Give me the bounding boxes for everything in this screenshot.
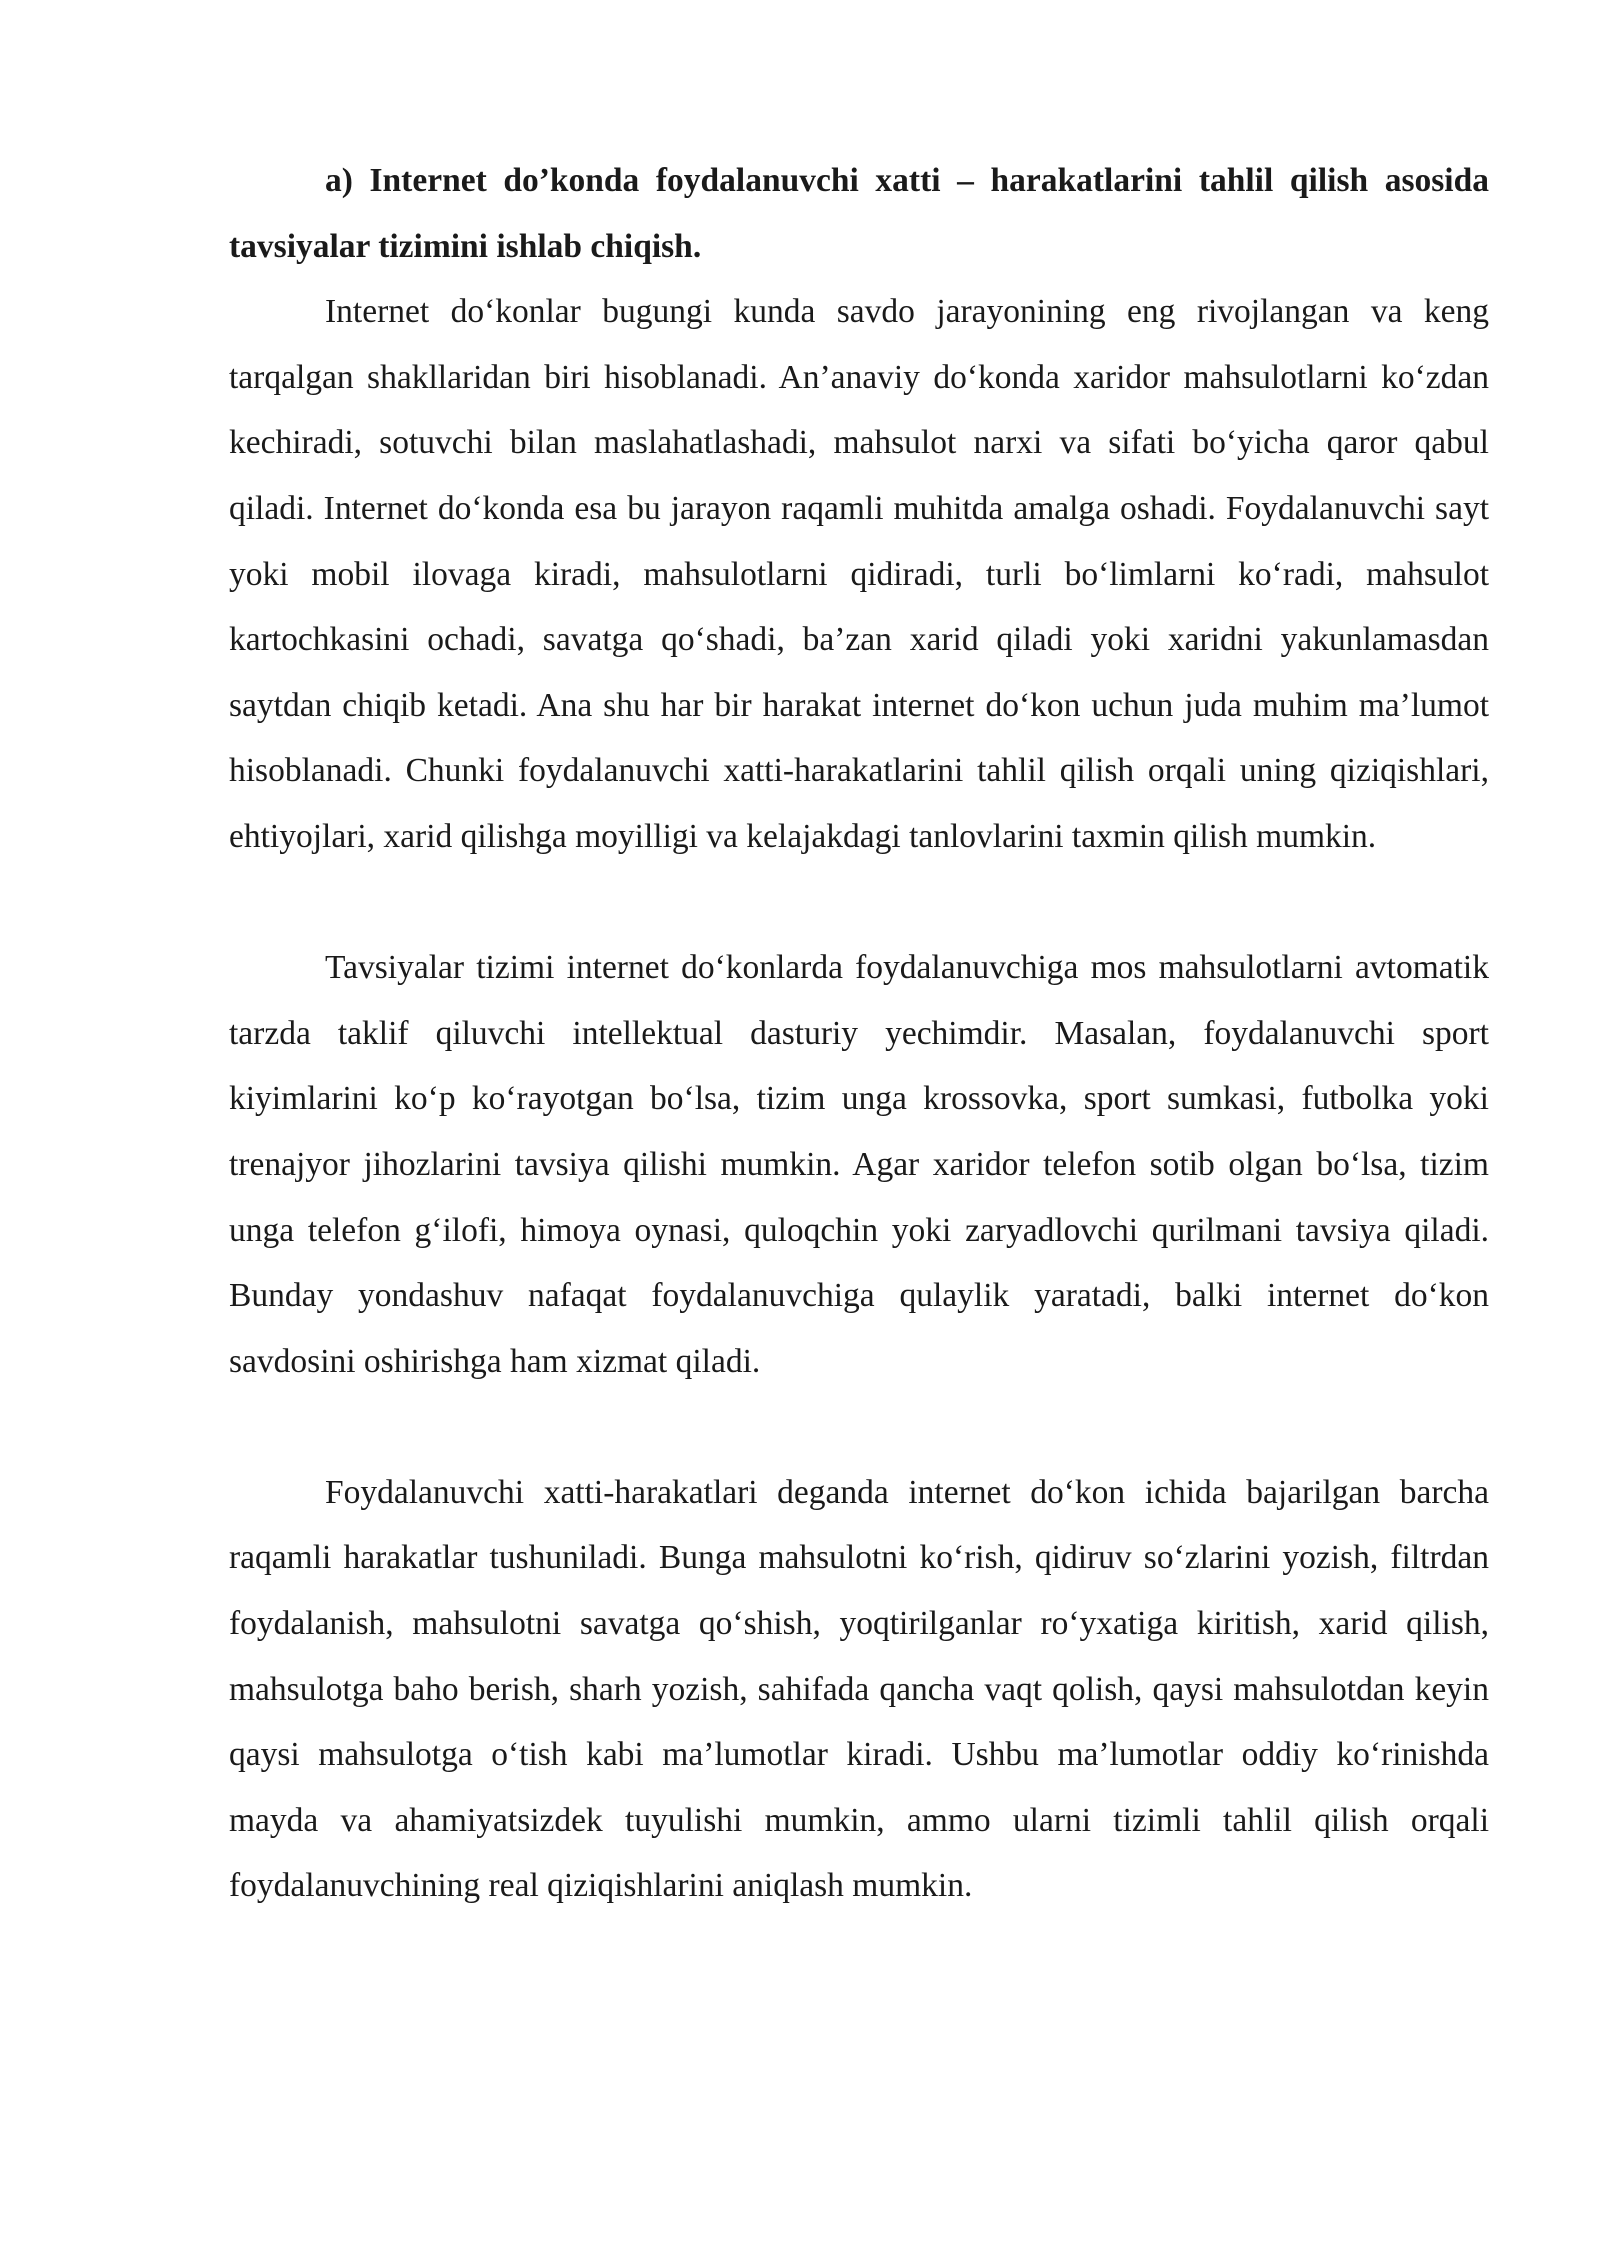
paragraph-recommendation-system: Tavsiyalar tizimi internet do‘konlarda foydalanuvchiga mos mahsulotlarni avtomatik tarzda taklif qiluvchi intellektual dasturiy yechimdir. Masalan, foydalanuvchi sport kiyimlarini ko‘p ko‘rayotgan bo‘lsa, tizim unga krossovka, sport sumkasi, futbolka yoki trenajyor jihozlarini tavsiya qilishi mumkin. Agar xaridor telefon sotib olgan bo‘lsa, tizim unga telefon g‘ilofi, himoya oynasi, quloqchin yoki zaryadlovchi qurilmani tavsiya qiladi. Bunday yondashuv nafaqat foydalanuvchiga qulaylik yaratadi, balki internet do‘kon savdosini oshirishga ham xizmat qiladi. <box>229 949 1489 1380</box>
document-page <box>229 148 1489 1919</box>
paragraph-internet-stores: Internet do‘konlar bugungi kunda savdo jarayonining eng rivojlangan va keng tarqalgan shakllaridan biri hisoblanadi. An’anaviy do‘konda xaridor mahsulotlarni ko‘zdan kechiradi, sotuvchi bilan maslahatlashadi, mahsulot narxi va sifati bo‘yicha qaror qabul qiladi. Internet do‘konda esa bu jarayon raqamli muhitda amalga oshadi. Foydalanuvchi sayt yoki mobil ilovaga kiradi, mahsulotlarni qidiradi, turli bo‘limlarni ko‘radi, mahsulot kartochkasini ochadi, savatga qo‘shadi, ba’zan xarid qiladi yoki xaridni yakunlamasdan saytdan chiqib ketadi. Ana shu har bir harakat internet do‘kon uchun juda muhim ma’lumot hisoblanadi. Chunki foydalanuvchi xatti-harakatlarini tahlil qilish orqali uning qiziqishlari, ehtiyojlari, xarid qilishga moyilligi va kelajakdagi tanlovlarini taxmin qilish mumkin. <box>229 293 1489 855</box>
section-heading: a) Internet do’konda foydalanuvchi xatti – harakatlarini tahlil qilish asosida tavsiyalar tizimini ishlab chiqish. <box>229 162 1489 265</box>
paragraph-user-behavior: Foydalanuvchi xatti-harakatlari deganda internet do‘kon ichida bajarilgan barcha raqamli harakatlar tushuniladi. Bunga mahsulotni ko‘rish, qidiruv so‘zlarini yozish, filtrdan foydalanish, mahsulotni savatga qo‘shish, yoqtirilganlar ro‘yxatiga kiritish, xarid qilish, mahsulotga baho berish, sharh yozish, sahifada qancha vaqt qolish, qaysi mahsulotdan keyin qaysi mahsulotga o‘tish kabi ma’lumotlar kiradi. Ushbu ma’lumotlar oddiy ko‘rinishda mayda va ahamiyatsizdek tuyulishi mumkin, ammo ularni tizimli tahlil qilish orqali foydalanuvchining real qiziqishlarini aniqlash mumkin. <box>229 1473 1489 1905</box>
